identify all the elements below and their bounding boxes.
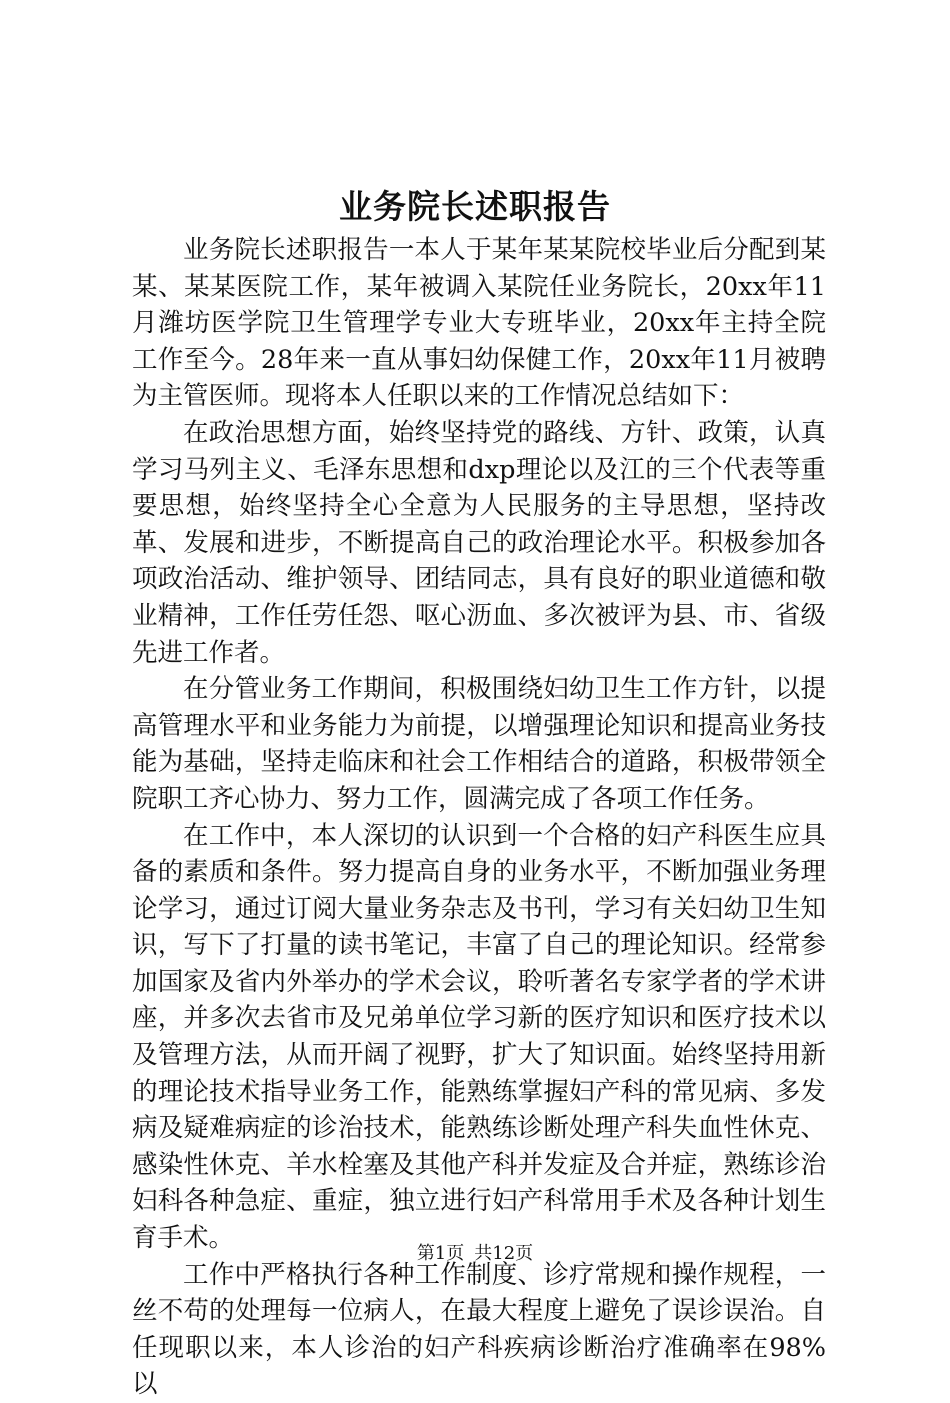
paragraph-professional: 在工作中，本人深切的认识到一个合格的妇产科医生应具备的素质和条件。努力提高自身的业务水平，不断加强业务理论学习，通过订阅大量业务杂志及书刊，学习有关妇幼卫生知识，写下了打量的读书笔记，丰富了自己的理论知识。经常参加国家及省内外举办的学术会议，聆听著名专家学者的学术讲座，并多次去省市及兄弟单位学习新的医疗知识和医疗技术以及管理方法，从而开阔了视野，扩大了知识面。始终坚持用新的理论技术指导业务工作，能熟练掌握妇产科的常见病、多发病及疑难病症的诊治技术，能熟练诊断处理产科失血性休克、感染性休克、羊水栓塞及其他产科并发症及合并症，熟练诊治妇科各种急症、重症，独立进行妇产科常用手术及各种计划生育手术。 (132, 820, 826, 1254)
paragraph-political: 在政治思想方面，始终坚持党的路线、方针、政策，认真学习马列主义、毛泽东思想和dxp理论以及江的三个代表等重要思想，始终坚持全心全意为人民服务的主导思想，坚持改革、发展和进步，不断提高自己的政治理论水平。积极参加各项政治活动、维护领导、团结同志，具有良好的职业道德和敬业精神，工作任劳任怨、呕心沥血、多次被评为县、市、省级先进工作者。 (132, 417, 826, 668)
paragraph-management: 在分管业务工作期间，积极围绕妇幼卫生工作方针，以提高管理水平和业务能力为前提，以增强理论知识和提高业务技能为基础，坚持走临床和社会工作相结合的道路，积极带领全院职工齐心协力、努力工作，圆满完成了各项工作任务。 (132, 674, 826, 814)
document-title: 业务院长述职报告 (339, 187, 611, 226)
document-body (132, 232, 826, 1403)
page-number: 第1页 (416, 1243, 465, 1264)
page-footer (0, 1240, 950, 1268)
paragraph-intro: 业务院长述职报告一本人于某年某某院校毕业后分配到某某、某某医院工作，某年被调入某院任业务院长，20xx年11月潍坊医学院卫生管理学专业大专班毕业，20xx年主持全院工作至今。28年来一直从事妇幼保健工作，20xx年11月被聘为主管医师。现将本人任职以来的工作情况总结如下： (132, 235, 826, 412)
paragraph-diagnosis: 工作中严格执行各种工作制度、诊疗常规和操作规程，一丝不苟的处理每一位病人，在最大程度上避免了误诊误治。自任现职以来，本人诊治的妇产科疾病诊断治疗准确率在98%以 (132, 1259, 826, 1400)
page-total: 共12页 (474, 1243, 534, 1264)
